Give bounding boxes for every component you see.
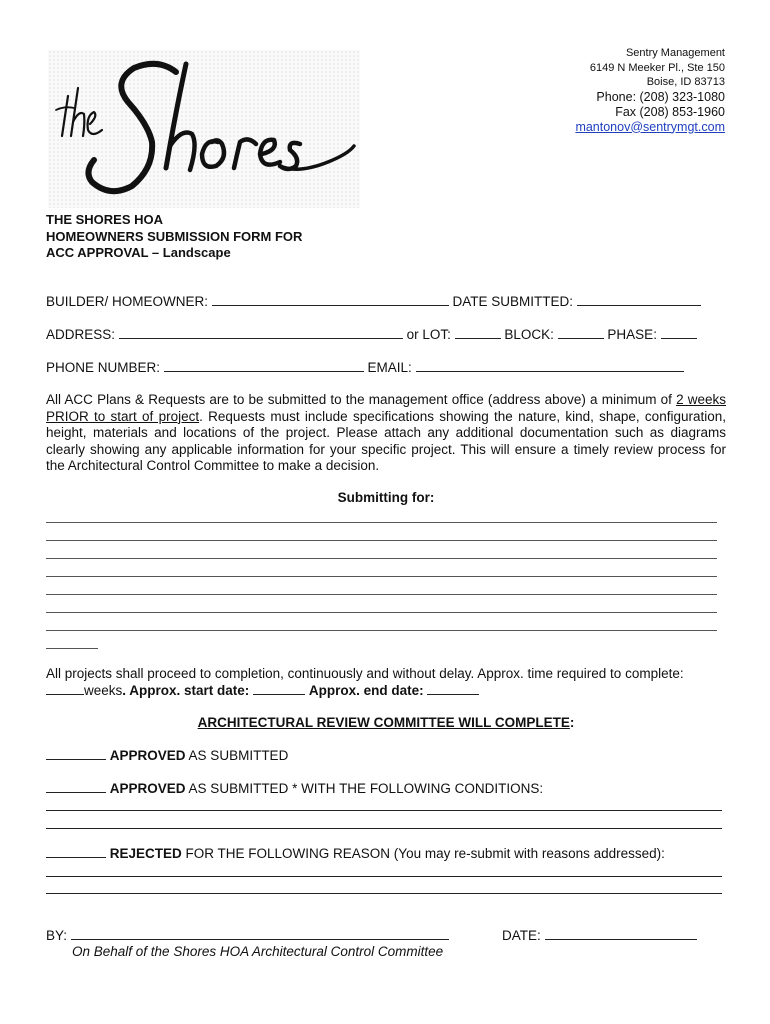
completion-dates-row	[46, 683, 479, 698]
approved-label: APPROVED	[109, 748, 186, 763]
phase-label: PHASE:	[607, 327, 657, 342]
lot-input[interactable]	[455, 327, 501, 339]
signature-note: On Behalf of the Shores HOA Architectural Control Committee	[72, 944, 444, 959]
approved-conditions-row	[46, 781, 543, 796]
start-date-input[interactable]	[253, 683, 305, 695]
by-label: BY:	[46, 928, 68, 943]
submitting-for-heading: Submitting for:	[337, 490, 435, 505]
signature-date-label: DATE:	[502, 928, 541, 943]
submitting-line-1[interactable]	[46, 522, 717, 523]
title-line-2: HOMEOWNERS SUBMISSION FORM FOR	[46, 228, 303, 244]
submitting-line-7[interactable]	[46, 630, 717, 631]
shores-logo	[48, 50, 360, 208]
company-name: Sentry Management	[625, 47, 725, 59]
date-submitted-label: DATE SUBMITTED:	[452, 294, 574, 309]
reason-line-1[interactable]	[46, 876, 722, 877]
signature-input[interactable]	[71, 928, 449, 940]
date-submitted-input[interactable]	[577, 294, 701, 306]
submitting-line-6[interactable]	[46, 612, 717, 613]
phone-number: Phone: (208) 323-1080	[596, 89, 725, 104]
completion-text: All projects shall proceed to completion, continuously and without delay. Approx. time required to complete:	[46, 666, 684, 681]
conditions-line-2[interactable]	[46, 828, 722, 829]
start-date-label: . Approx. start date:	[122, 683, 250, 698]
address-row	[46, 327, 697, 342]
instructions-text-2: . Requests must include specifications showing the nature, kind, shape, configuration, height, materials and locations of the project. Please attach any additional documentation such as diagrams clearly showing any applicable information for your specific project. This will ensure a timely review process for the Architectural Control Committee to make a decision.	[46, 408, 726, 473]
fax-number: Fax (208) 853-1960	[615, 104, 725, 119]
end-date-input[interactable]	[427, 683, 479, 695]
approved-conditions-checkline[interactable]	[46, 781, 106, 793]
end-date-label: Approx. end date:	[308, 683, 424, 698]
phone-label: PHONE NUMBER:	[46, 360, 161, 375]
committee-heading-text: ARCHITECTURAL REVIEW COMMITTEE WILL COMPLETE	[197, 715, 570, 730]
contact-block	[575, 46, 725, 134]
signature-date-input[interactable]	[545, 928, 697, 940]
rejected-checkline[interactable]	[46, 846, 106, 858]
instructions-paragraph	[46, 392, 726, 475]
phone-input[interactable]	[164, 360, 364, 372]
block-input[interactable]	[558, 327, 604, 339]
reason-line-2[interactable]	[46, 893, 722, 894]
instructions-text-1: All ACC Plans & Requests are to be submitted to the management office (address above) a minimum of	[46, 392, 677, 407]
phone-row	[46, 360, 684, 375]
shores-logo-icon	[48, 50, 360, 208]
title-line-1: THE SHORES HOA	[46, 212, 164, 227]
rejected-text: FOR THE FOLLOWING REASON (You may re-submit with reasons addressed):	[181, 846, 665, 861]
signature-date-row	[502, 928, 697, 943]
approved-checkline[interactable]	[46, 748, 106, 760]
email-link[interactable]: mantonov@sentrymgt.com	[575, 119, 725, 134]
phase-input[interactable]	[661, 327, 697, 339]
title-line-3: ACC APPROVAL – Landscape	[46, 245, 231, 260]
block-label: BLOCK:	[504, 327, 554, 342]
builder-label: BUILDER/ HOMEOWNER:	[46, 294, 209, 309]
rejected-row	[46, 846, 665, 861]
conditions-line-1[interactable]	[46, 810, 722, 811]
address-label: ADDRESS:	[46, 327, 116, 342]
approved-conditions-text: AS SUBMITTED * WITH THE FOLLOWING CONDITIONS:	[185, 781, 544, 796]
address-input[interactable]	[119, 327, 403, 339]
approved-row	[46, 748, 288, 763]
lot-label: or LOT:	[406, 327, 451, 342]
approved-conditions-label: APPROVED	[109, 781, 186, 796]
approved-text: AS SUBMITTED	[185, 748, 289, 763]
street-address: 6149 N Meeker Pl., Ste 150	[589, 61, 725, 74]
weeks-label: weeks	[84, 683, 123, 698]
instructions-deadline: 2 weeks PRIOR to start of project	[46, 392, 727, 424]
signature-row	[46, 928, 449, 943]
builder-input[interactable]	[212, 294, 449, 306]
weeks-input[interactable]	[46, 683, 84, 695]
email-input[interactable]	[416, 360, 684, 372]
city-state-zip: Boise, ID 83713	[646, 76, 725, 88]
builder-row	[46, 294, 701, 309]
committee-heading: ARCHITECTURAL REVIEW COMMITTEE WILL COMPLETE:	[197, 715, 575, 730]
submitting-line-4[interactable]	[46, 576, 717, 577]
email-label: EMAIL:	[367, 360, 412, 375]
submitting-line-3[interactable]	[46, 558, 717, 559]
rejected-label: REJECTED	[109, 846, 182, 861]
submitting-line-2[interactable]	[46, 540, 717, 541]
form-title	[46, 212, 302, 262]
submitting-line-8[interactable]	[46, 648, 98, 649]
submitting-line-5[interactable]	[46, 594, 717, 595]
